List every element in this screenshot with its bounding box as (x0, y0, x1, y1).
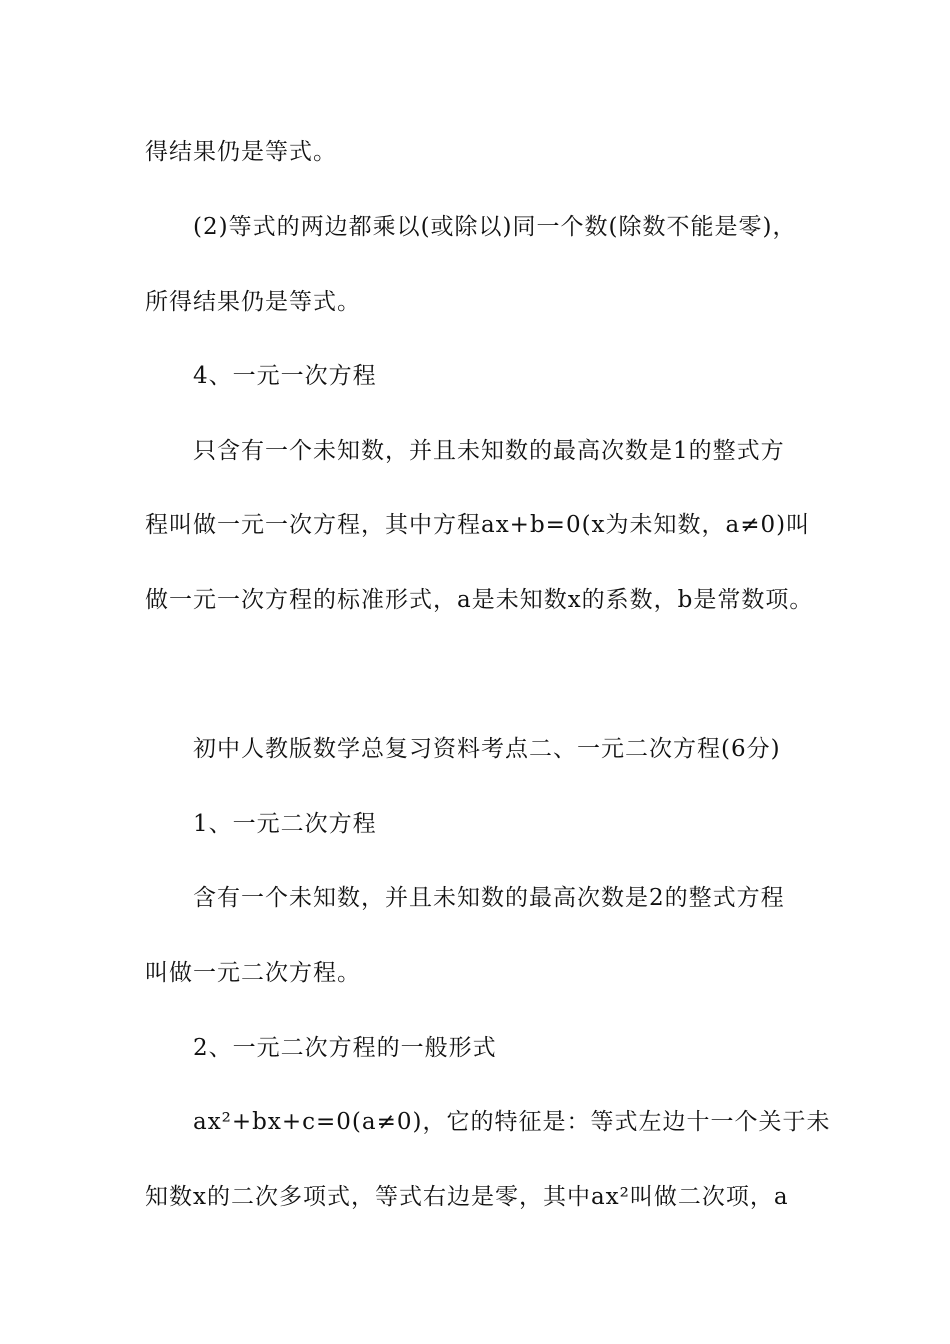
text-line: 叫做一元二次方程。 (145, 960, 361, 986)
section-heading: 1、一元二次方程 (193, 811, 377, 837)
text-line: 程叫做一元一次方程，其中方程ax+b=0(x为未知数，a≠0)叫 (145, 512, 811, 538)
section-heading: 2、一元二次方程的一般形式 (193, 1035, 497, 1061)
text-line: (2)等式的两边都乘以(或除以)同一个数(除数不能是零)， (193, 214, 797, 240)
text-line: 做一元一次方程的标准形式，a是未知数x的系数，b是常数项。 (145, 587, 814, 613)
text-line: ax²+bx+c=0(a≠0)，它的特征是：等式左边十一个关于未 (193, 1109, 831, 1135)
text-line: 知数x的二次多项式，等式右边是零，其中ax²叫做二次项，a (145, 1184, 789, 1210)
text-line: 得结果仍是等式。 (145, 139, 337, 165)
text-line: 所得结果仍是等式。 (145, 289, 361, 315)
text-line: 含有一个未知数，并且未知数的最高次数是2的整式方程 (193, 885, 785, 911)
chapter-heading: 初中人教版数学总复习资料考点二、一元二次方程(6分) (193, 736, 781, 762)
text-line: 只含有一个未知数，并且未知数的最高次数是1的整式方 (193, 438, 785, 464)
section-heading: 4、一元一次方程 (193, 363, 377, 389)
